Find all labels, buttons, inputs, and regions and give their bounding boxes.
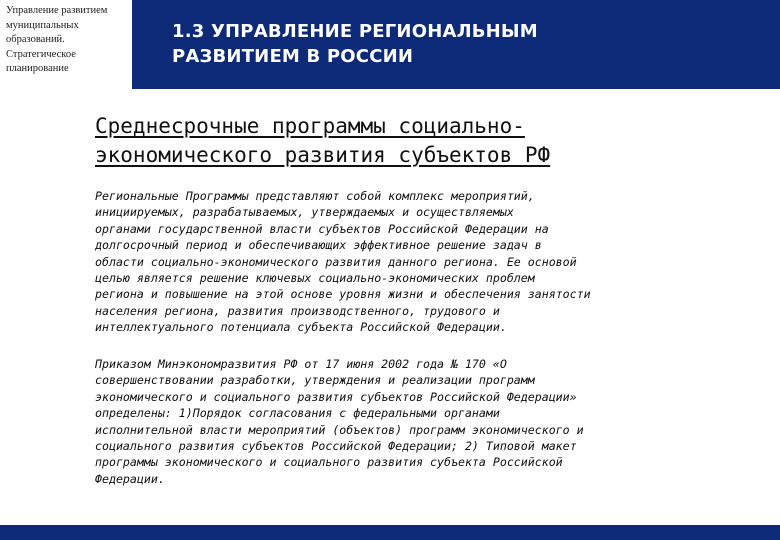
paragraph-ministry-order (95, 356, 755, 487)
slide-side-note (6, 4, 130, 77)
paragraph-line: инициируемых, разрабатываемых, утверждаемых и осуществляемых (95, 205, 514, 220)
paragraph-line: населения региона, развития производственного, трудового и (95, 303, 500, 318)
paragraph-line: Региональные Программы представляют собой комплекс мероприятий, (95, 189, 535, 203)
paragraph-line: региона и повышение на этой основе уровня жизни и обеспечения занятости (95, 287, 591, 302)
side-note-line: Управление развитием (6, 5, 108, 16)
footer-bar (0, 525, 780, 540)
paragraph-line: программы экономического и социального развития субъекта Российской (95, 455, 563, 470)
paragraph-line: совершенствовании разработки, утверждения и реализации программ (95, 373, 535, 388)
slide-title (172, 19, 752, 69)
paragraph-line: экономического и социального развития субъектов Российской Федерации» (95, 389, 577, 404)
paragraph-line: долгосрочный период и обеспечивающих эффективное решение задач в (95, 238, 542, 253)
paragraph-line: области социально-экономического развития данного региона. Ее основой (95, 254, 577, 269)
paragraph-line: Приказом Минэкономразвития РФ от 17 июня 2002 года № 170 «О (95, 357, 507, 371)
section-heading (95, 112, 755, 170)
side-note-line: планирование (6, 63, 69, 75)
paragraph-line: интеллектуального потенциала субъекта Российской Федерации. (95, 320, 507, 335)
paragraph-line: исполнительной власти мероприятий (объектов) программ экономического и (95, 422, 584, 437)
paragraph-line: целью является решение ключевых социально-экономических проблем (95, 271, 535, 286)
paragraph-regional-programs (95, 188, 755, 336)
paragraph-line: органами государственной власти субъектов Российской Федерации на (95, 221, 549, 236)
slide-title-line: РАЗВИТИЕМ В РОССИИ (172, 46, 414, 67)
side-note-line: Стратегическое (6, 48, 76, 60)
paragraph-line: определены: 1)Порядок согласования с федеральными органами (95, 406, 500, 421)
slide-title-line: 1.3 УПРАВЛЕНИЕ РЕГИОНАЛЬНЫМ (172, 21, 538, 42)
section-heading-line: Среднесрочные программы социально- (95, 114, 525, 138)
paragraph-line: социального развития субъектов Российской Федерации; 2) Типовой макет (95, 439, 577, 454)
paragraph-line: Федерации. (95, 471, 165, 486)
side-note-line: муниципальных (6, 19, 79, 31)
section-heading-line: экономического развития субъектов РФ (95, 143, 551, 167)
side-note-line: образований. (6, 34, 65, 46)
